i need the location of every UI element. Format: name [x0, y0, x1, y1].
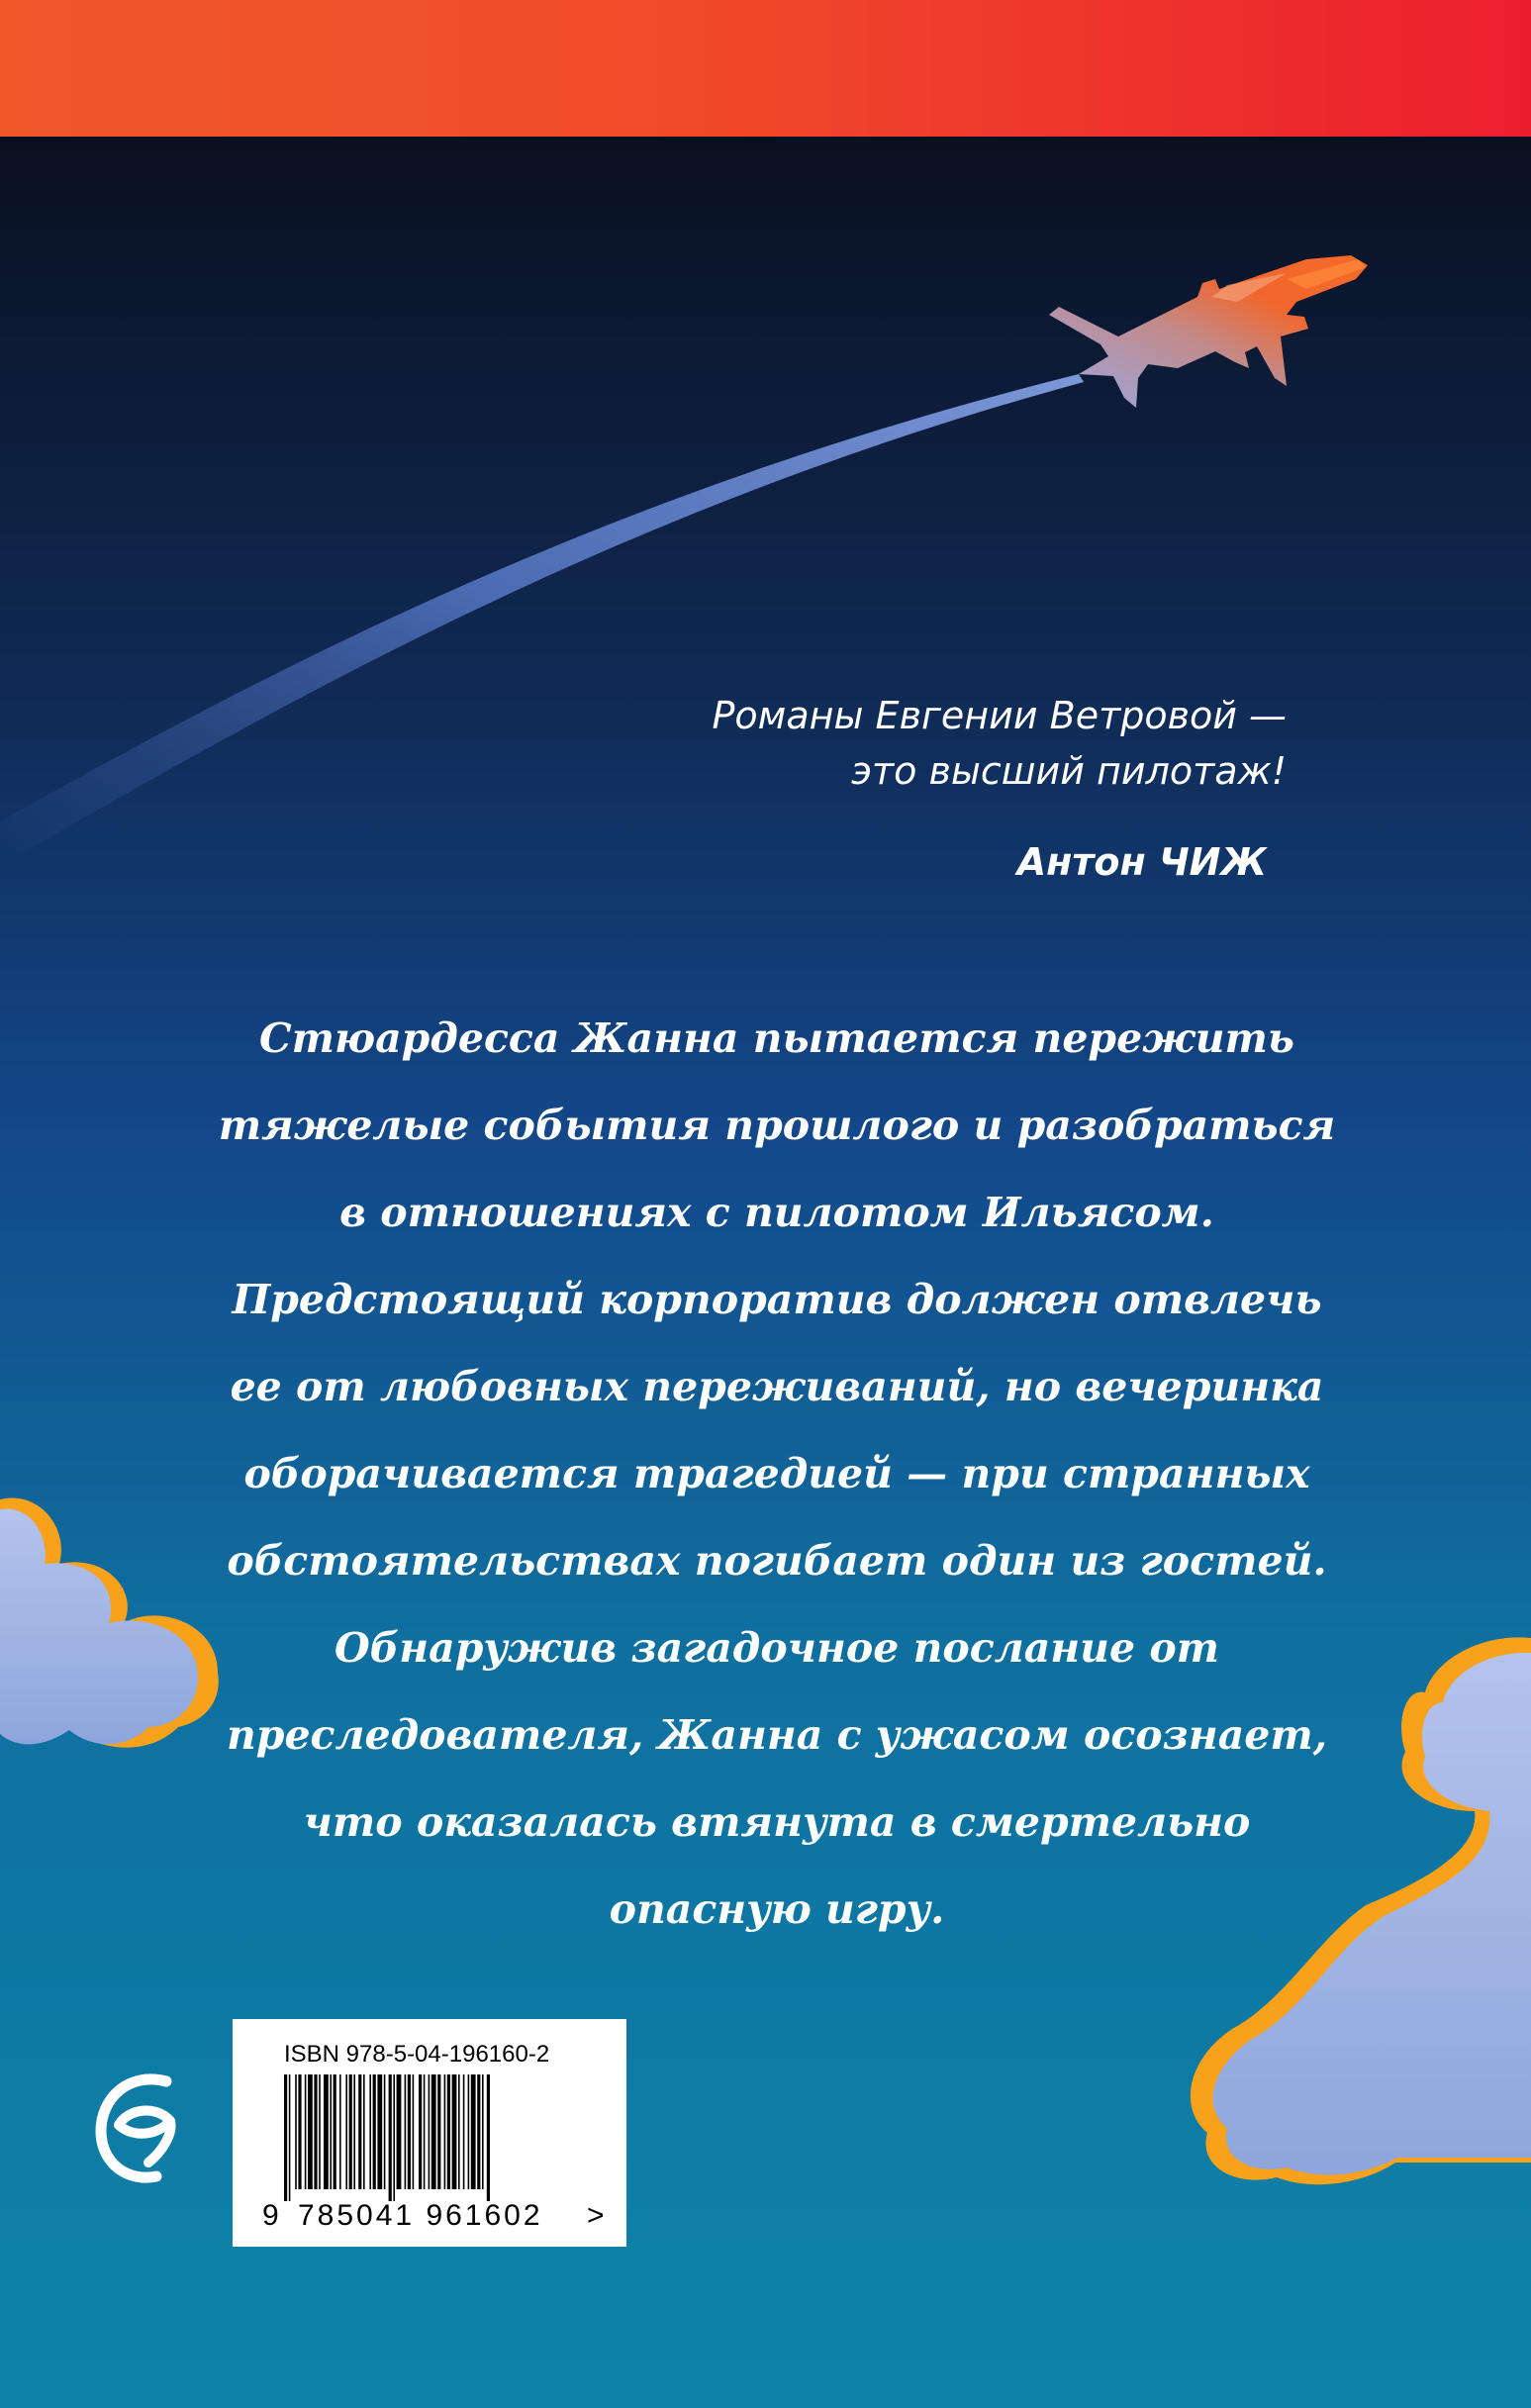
- ean-digits: 785041 961602: [298, 2199, 543, 2232]
- barcode-bar: [468, 2074, 470, 2189]
- barcode-bar: [413, 2074, 415, 2189]
- barcode-bar: [349, 2074, 352, 2189]
- barcode-bar: [463, 2074, 465, 2189]
- barcode-bar: [289, 2074, 291, 2201]
- endorsement-quote: [554, 688, 1287, 799]
- barcode-bar: [363, 2074, 365, 2189]
- barcode-bar: [437, 2074, 440, 2189]
- ean-quiet-zone-marker: >: [587, 2199, 605, 2232]
- barcode-bar: [345, 2074, 347, 2189]
- barcode-bar: [389, 2074, 392, 2201]
- barcode-bar: [284, 2074, 287, 2201]
- barcode-bar: [314, 2074, 317, 2189]
- barcode-bar: [353, 2074, 355, 2189]
- isbn-label: ISBN 978-5-04-196160-2: [284, 2041, 550, 2068]
- isbn-barcode: [233, 2019, 626, 2247]
- barcode-bar: [373, 2074, 376, 2189]
- barcode-bar: [324, 2074, 329, 2189]
- barcode-bar: [334, 2074, 336, 2189]
- barcode-bar: [471, 2074, 476, 2189]
- barcode-bar: [482, 2074, 484, 2189]
- barcode-bar: [339, 2074, 341, 2189]
- blurb-line: что оказалась втянута в смертельно: [303, 1798, 1251, 1846]
- barcode-bar: [452, 2074, 457, 2189]
- barcode-bar: [319, 2074, 321, 2189]
- barcode-bar: [408, 2074, 411, 2189]
- barcode-bar: [458, 2074, 460, 2189]
- barcode-bar: [429, 2074, 431, 2189]
- blurb-line: обстоятельствах погибает один из гостей.: [227, 1537, 1327, 1585]
- barcode-bar: [405, 2074, 407, 2189]
- barcode-bar: [377, 2074, 382, 2189]
- barcode-bar: [358, 2074, 361, 2189]
- blurb-line: тяжелые события прошлого и разобраться: [218, 1102, 1336, 1149]
- quote-line-2: это высший пилотаж!: [851, 749, 1287, 793]
- barcode-bars: [284, 2074, 571, 2201]
- barcode-bar: [330, 2074, 332, 2189]
- blurb-line: Обнаружив загадочное послание от: [334, 1624, 1220, 1672]
- barcode-bar: [477, 2074, 480, 2189]
- barcode-bar: [487, 2074, 490, 2201]
- publisher-logo-icon: [89, 2064, 188, 2192]
- blurb-line: ее от любовных переживаний, но вечеринка: [230, 1363, 1324, 1410]
- barcode-bar: [384, 2074, 386, 2189]
- barcode-bar: [444, 2074, 446, 2189]
- barcode-bar: [298, 2074, 301, 2189]
- ean-first-digit: 9: [262, 2199, 279, 2232]
- blurb-line: опасную игру.: [609, 1885, 945, 1933]
- barcode-bar: [295, 2074, 297, 2189]
- barcode-bar: [419, 2074, 422, 2189]
- blurb-line: Предстоящий корпоратив должен отвлечь: [232, 1276, 1322, 1323]
- blurb-line: в отношениях с пилотом Ильясом.: [339, 1189, 1214, 1236]
- airplane-icon: [1049, 255, 1368, 408]
- blurb-line: оборачивается трагедией — при странных: [243, 1450, 1310, 1497]
- barcode-bar: [305, 2074, 307, 2189]
- book-blurb: [198, 995, 1356, 1953]
- quote-author: Антон ЧИЖ: [1016, 840, 1267, 884]
- barcode-bar: [447, 2074, 450, 2189]
- quote-line-1: Романы Евгении Ветровой —: [712, 694, 1287, 737]
- barcode-bar: [369, 2074, 371, 2189]
- barcode-bar: [431, 2074, 436, 2189]
- cloud-left: [0, 1497, 219, 1747]
- barcode-bar: [397, 2074, 402, 2189]
- blurb-line: Стюардесса Жанна пытается пережить: [259, 1014, 1294, 1062]
- barcode-bar: [424, 2074, 426, 2189]
- barcode-bar: [308, 2074, 313, 2189]
- blurb-line: преследователя, Жанна с ужасом осознает,: [226, 1711, 1328, 1759]
- barcode-bar: [393, 2074, 395, 2201]
